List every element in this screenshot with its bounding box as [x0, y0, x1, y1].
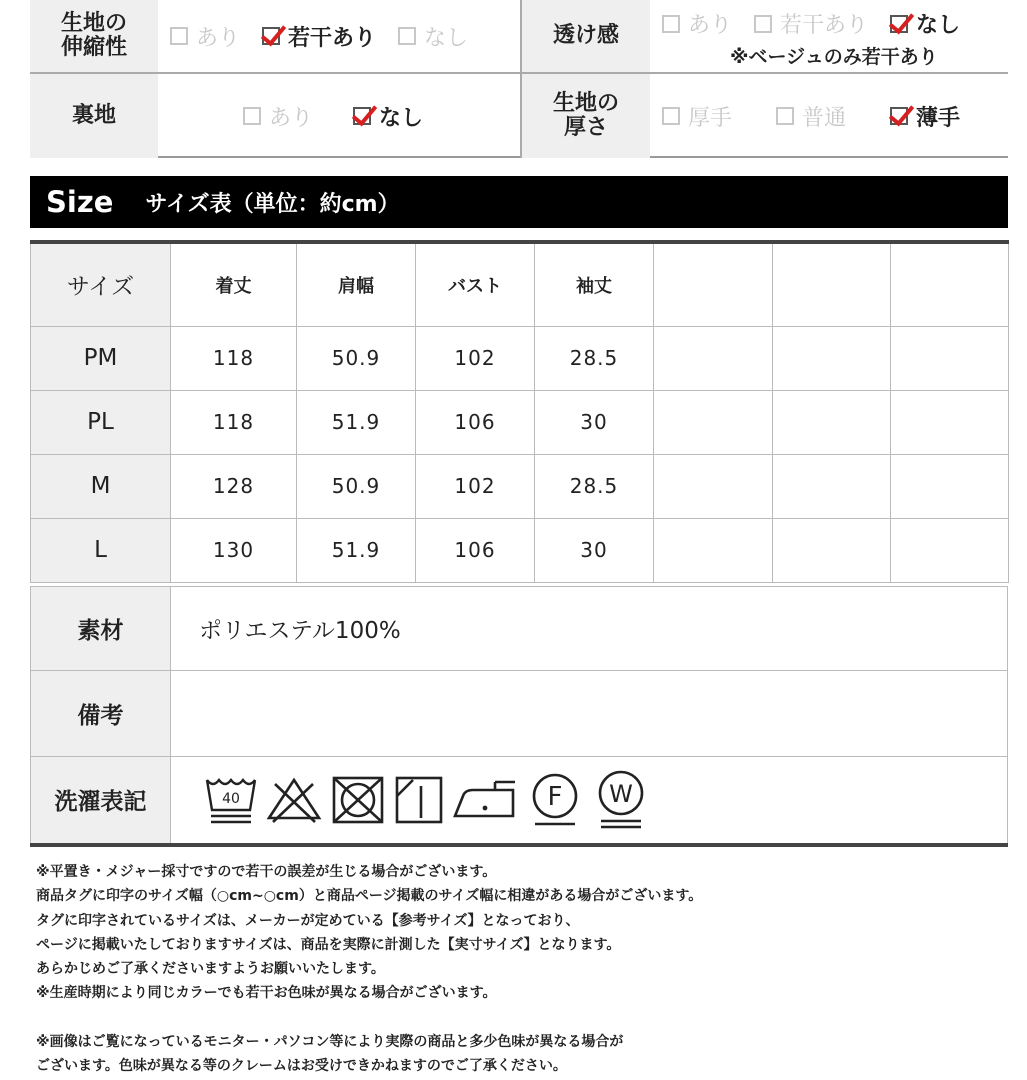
footnote-line: ※平置き・メジャー採寸ですので若干の誤差が生じる場合がございます。: [36, 864, 497, 880]
lining-option-yes: あり: [243, 101, 313, 132]
size-header-bar: [30, 176, 1008, 228]
sheer-label: 透け感: [522, 0, 650, 72]
stretch-option-yes: あり: [170, 21, 240, 52]
sheer-option-slight: 若干あり: [754, 8, 868, 39]
checked-checkbox-icon: [262, 27, 280, 45]
size-label: PL: [31, 390, 171, 454]
footnote-line: タグに印字されているサイズは、メーカーが定めている【参考サイズ】となっており、: [36, 912, 580, 929]
table-cell: [891, 454, 1009, 518]
wash-temp-label: 40: [222, 790, 240, 807]
dry-clean-f-icon: [525, 770, 585, 830]
stretch-option-no: なし: [398, 21, 468, 52]
footnote-line: あらかじめご了承くださいますようお願いいたします。: [36, 961, 385, 978]
table-row: [31, 454, 1009, 518]
checkbox-icon: [662, 15, 680, 33]
table-cell: 130: [171, 518, 297, 582]
material-row: [31, 587, 1008, 671]
checked-checkbox-icon: [353, 107, 371, 125]
thickness-option-normal: 普通: [776, 101, 846, 132]
lining-options: [170, 74, 518, 158]
stretch-options: [170, 0, 518, 72]
table-cell: 30: [535, 518, 654, 582]
column-header: バスト: [416, 242, 535, 326]
laundry-label: 洗濯表記: [31, 757, 171, 845]
lining-label: 裏地: [30, 74, 158, 158]
table-cell: 106: [416, 518, 535, 582]
properties-row-1: [30, 0, 1008, 74]
checkbox-icon: [243, 107, 261, 125]
sheer-option-no: なし: [890, 8, 960, 39]
table-cell: 51.9: [297, 518, 416, 582]
footnote-line: ※生産時期により同じカラーでも若干お色味が異なる場合がございます。: [36, 985, 497, 1002]
dry-clean-letter: F: [547, 781, 563, 812]
thickness-option-thick: 厚手: [662, 101, 732, 132]
thickness-label: 生地の 厚さ: [522, 74, 650, 158]
table-cell: 102: [416, 326, 535, 390]
checkbox-icon: [170, 27, 188, 45]
table-cell: [773, 390, 891, 454]
sheer-note: ※ベージュのみ若干あり: [730, 46, 938, 68]
thickness-options: [662, 74, 1008, 158]
table-cell: 28.5: [535, 454, 654, 518]
table-cell: [654, 326, 773, 390]
stretch-option-slight: 若干あり: [262, 21, 376, 52]
iron-low-icon: [451, 772, 519, 828]
table-cell: 28.5: [535, 326, 654, 390]
table-row: [31, 390, 1009, 454]
size-column-header: サイズ: [31, 242, 171, 326]
footnotes: [36, 860, 1006, 1078]
wet-clean-letter: W: [609, 779, 633, 808]
wet-clean-w-icon: [591, 769, 651, 831]
properties-row-2: [30, 74, 1008, 158]
stretch-label: 生地の 伸縮性: [30, 0, 158, 72]
no-tumble-dry-icon: [329, 772, 387, 828]
size-title: Size: [46, 185, 114, 219]
material-value: ポリエステル100%: [171, 587, 1008, 671]
checked-checkbox-icon: [890, 107, 908, 125]
footnote-line: ページに掲載いたしておりますサイズは、商品を実際に計測した【実寸サイズ】となります。: [36, 936, 621, 953]
footnote-line: ※画像はご覧になっているモニター・パソコン等により実際の商品と多少色味が異なる場合が: [36, 1033, 624, 1050]
no-bleach-icon: [265, 772, 323, 828]
table-cell: [891, 326, 1009, 390]
checkbox-icon: [398, 27, 416, 45]
footnote-line: ございます。色味が異なる等のクレームはお受けできかねますのでご了承ください。: [36, 1058, 567, 1075]
laundry-icons: [171, 757, 1008, 845]
size-label: PM: [31, 326, 171, 390]
table-cell: 128: [171, 454, 297, 518]
lining-option-no: なし: [353, 101, 423, 132]
table-cell: [654, 518, 773, 582]
table-cell: 102: [416, 454, 535, 518]
checked-checkbox-icon: [890, 15, 908, 33]
size-table-header-row: [31, 242, 1009, 326]
table-cell: 51.9: [297, 390, 416, 454]
table-cell: [773, 454, 891, 518]
size-table: [30, 240, 1009, 583]
material-label: 素材: [31, 587, 171, 671]
table-cell: [773, 326, 891, 390]
table-cell: [654, 390, 773, 454]
table-cell: [891, 518, 1009, 582]
column-header: [654, 242, 773, 326]
size-subtitle: サイズ表（単位：約cm）: [145, 191, 400, 217]
table-cell: [773, 518, 891, 582]
remarks-value: [171, 671, 1008, 757]
checkbox-icon: [754, 15, 772, 33]
product-info-table: [30, 586, 1008, 847]
size-label: L: [31, 518, 171, 582]
table-cell: 118: [171, 390, 297, 454]
table-cell: 50.9: [297, 454, 416, 518]
remarks-row: [31, 671, 1008, 757]
table-row: [31, 518, 1009, 582]
sheer-option-yes: あり: [662, 8, 732, 39]
table-cell: 106: [416, 390, 535, 454]
checkbox-icon: [662, 107, 680, 125]
column-header: 肩幅: [297, 242, 416, 326]
line-dry-shade-icon: [393, 772, 445, 828]
column-header: 着丈: [171, 242, 297, 326]
table-cell: 50.9: [297, 326, 416, 390]
remarks-label: 備考: [31, 671, 171, 757]
column-header: [773, 242, 891, 326]
fabric-properties: [30, 0, 1008, 158]
thickness-option-thin: 薄手: [890, 101, 960, 132]
table-cell: [654, 454, 773, 518]
wash-40-gentle-icon: [203, 772, 259, 828]
table-cell: 118: [171, 326, 297, 390]
footnote-line: 商品タグに印字のサイズ幅（○cm~○cm）と商品ページ掲載のサイズ幅に相違がある場合がございます。: [36, 888, 703, 905]
laundry-row: [31, 757, 1008, 845]
table-row: [31, 326, 1009, 390]
checkbox-icon: [776, 107, 794, 125]
column-header: 袖丈: [535, 242, 654, 326]
column-header: [891, 242, 1009, 326]
table-cell: 30: [535, 390, 654, 454]
table-cell: [891, 390, 1009, 454]
size-label: M: [31, 454, 171, 518]
